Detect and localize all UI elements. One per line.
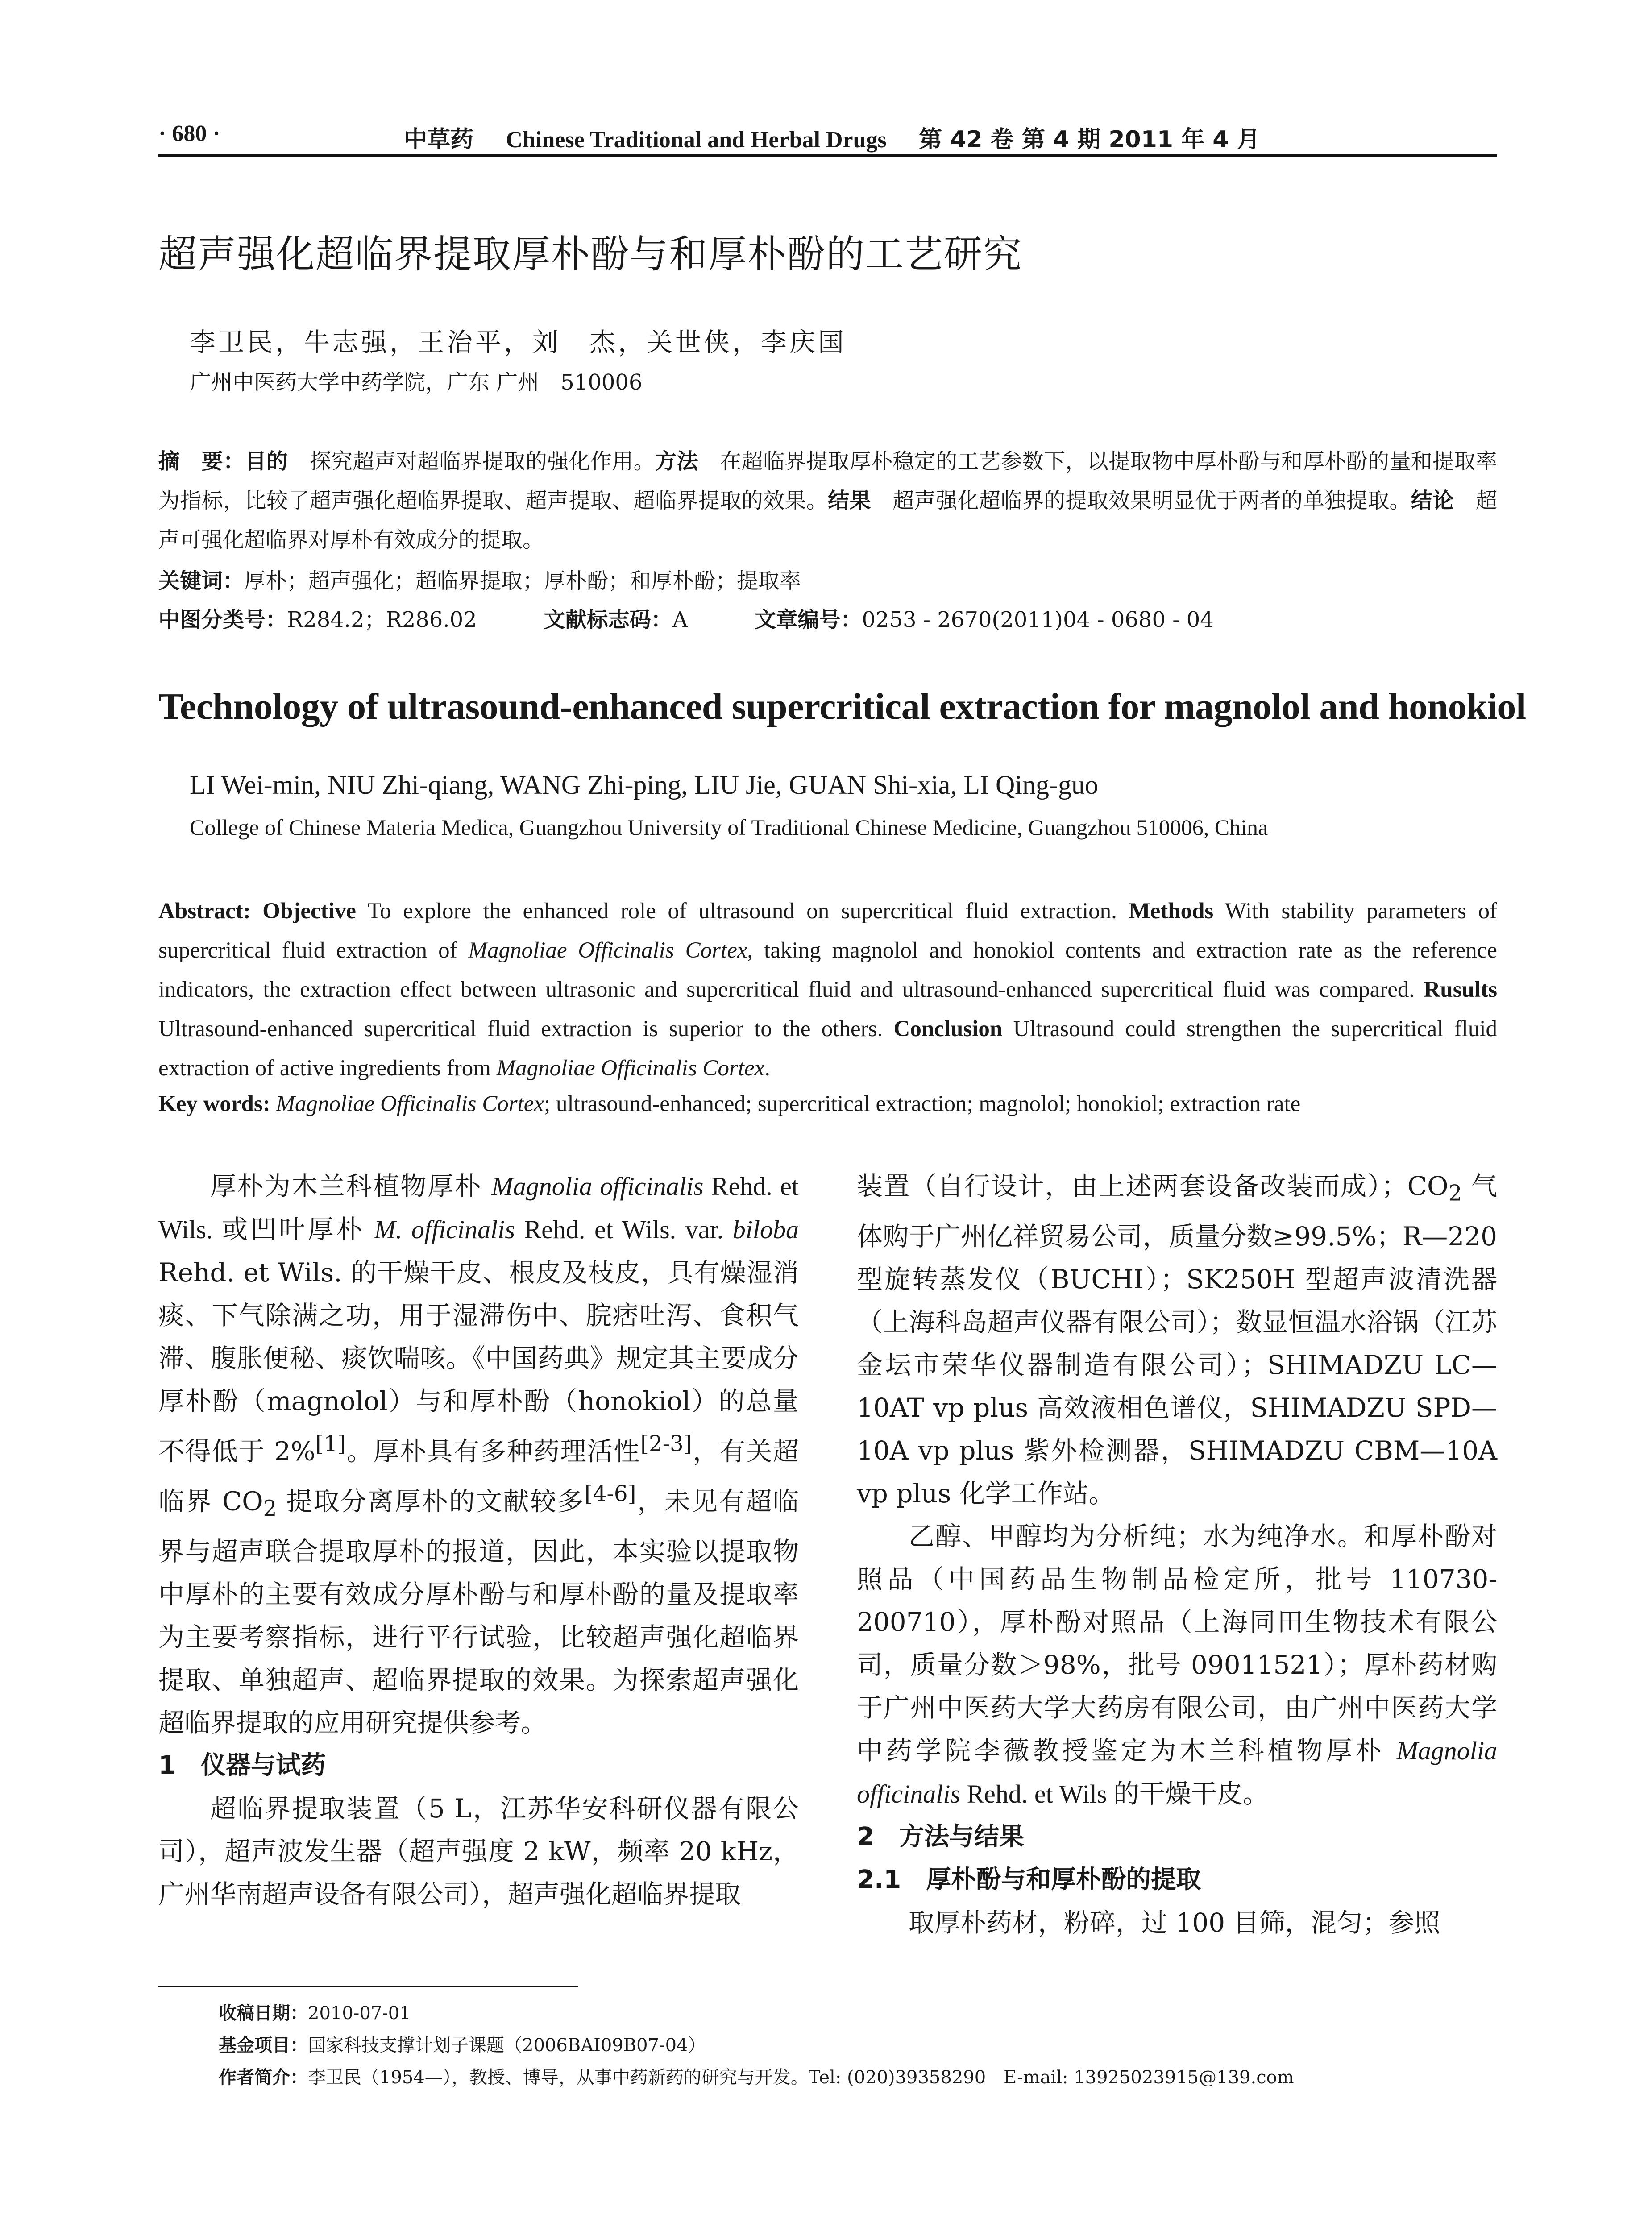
title-en: Technology of ultrasound-enhanced supercritical extraction for magnolol and honokiol	[158, 686, 1526, 727]
section-heading-1: 1 仪器与试药	[158, 1751, 326, 1780]
journal-issue: 第 42 卷 第 4 期 2011 年 4 月	[919, 126, 1260, 153]
keywords-label: 关键词：	[158, 568, 245, 593]
body-column-left	[158, 1165, 799, 1916]
footnote-rule	[158, 1986, 578, 1987]
fund-label: 基金项目：	[219, 2035, 308, 2056]
classification-line	[158, 600, 1497, 639]
species-italic: Magnoliae Officinalis Cortex	[496, 1056, 765, 1081]
text-run: 。厚朴具有多种药理活性	[346, 1436, 641, 1467]
abstract-en-label: Abstract: Objective	[158, 899, 356, 924]
received-label: 收稿日期：	[219, 2003, 308, 2024]
results-label: 结果	[828, 488, 871, 513]
abstract-label: 摘 要：	[158, 449, 245, 474]
keywords-text: 厚朴；超声强化；超临界提取；厚朴酚；和厚朴酚；提取率	[244, 568, 801, 593]
species-italic: Magnolia officinalis	[491, 1172, 704, 1201]
methods-en-text: With stability parameters of supercritical fluid extraction of	[158, 899, 1497, 963]
title-cn: 超声强化超临界提取厚朴酚与和厚朴酚的工艺研究	[158, 232, 1022, 277]
section-heading-2-1: 2.1 厚朴酚与和厚朴酚的提取	[857, 1865, 1201, 1894]
authors-en: LI Wei-min, NIU Zhi-qiang, WANG Zhi-ping, LIU Jie, GUAN Shi-xia, LI Qing-guo	[190, 770, 1098, 800]
results-en-text: Ultrasound-enhanced supercritical fluid extraction is superior to the others.	[158, 1016, 894, 1041]
footnote-author	[219, 2063, 1294, 2089]
reagent-paragraph	[857, 1515, 1497, 1816]
keywords-en-label: Key words:	[158, 1091, 270, 1116]
authors-cn: 李卫民，牛志强，王治平，刘 杰，关世侠，李庆国	[190, 327, 847, 357]
keyword-italic: Magnoliae Officinalis Cortex	[276, 1091, 544, 1116]
species-italic: M. officinalis	[374, 1215, 515, 1244]
journal-name-cn: 中草药	[404, 126, 474, 153]
abstract-en	[158, 892, 1497, 1088]
methods-en-label: Methods	[1129, 899, 1214, 924]
body-column-right	[857, 1165, 1497, 1944]
text-run: Rehd. et Wils. var.	[515, 1215, 733, 1244]
page-number: · 680 ·	[158, 121, 220, 146]
clc-label: 中图分类号：	[158, 607, 287, 632]
species-italic: Magnoliae Officinalis Cortex	[468, 938, 747, 963]
abstract-cn	[158, 442, 1497, 560]
keywords-en	[158, 1084, 1497, 1124]
text-run: Rehd. et Wils 的干燥干皮。	[960, 1779, 1269, 1808]
text-run: Rehd. et Wils. 的干燥干皮、根皮及枝皮，具有燥湿消痰、下气除满之功，用于湿滞伤中、脘痞吐泻、食积气滞、腹胀便秘、痰饮喘咳。《中国药典》规定其主要成分厚朴酚（magnolol）与和厚朴酚（honokiol）的总量不得低于 2%	[158, 1257, 799, 1467]
conclusion-en-end: .	[764, 1056, 770, 1081]
text-run: 厚朴为木兰科植物厚朴	[210, 1171, 492, 1201]
footnote-fund	[219, 2031, 706, 2057]
keywords-en-text: ; ultrasound-enhanced; supercritical extraction; magnolol; honokiol; extraction rate	[544, 1091, 1301, 1116]
article-id-value: 0253 - 2670(2011)04 - 0680 - 04	[862, 607, 1214, 632]
text-run: ，有关超临界 CO	[158, 1436, 799, 1517]
methods-en-text-2: , taking magnolol and honokiol contents and extraction rate as the reference indicators, the extraction effect between ultrasonic and supercritical fluid and ultrasound-enhanced supercritical fluid was compared.	[158, 938, 1497, 1002]
citation-ref: [1]	[315, 1431, 346, 1456]
citation-ref: [2-3]	[640, 1431, 692, 1456]
header-rule	[158, 154, 1497, 157]
objective-label: 目的	[245, 449, 288, 474]
text-run: ，未见有超临界与超声联合提取厚朴的报道，因此，本实验以提取物中厚朴的主要有效成分厚朴酚与和厚朴酚的量及提取率为主要考察指标，进行平行试验，比较超声强化超临界提取、单独超声、超临界提取的效果。为探索超声强化超临界提取的应用研究提供参考。	[158, 1486, 799, 1738]
subscript: 2	[263, 1496, 277, 1522]
fund-text: 国家科技支撑计划子课题（2006BAI09B07-04）	[308, 2035, 706, 2056]
text-run: 提取分离厚朴的文献较多	[277, 1486, 585, 1517]
results-en-label: Rusults	[1424, 977, 1497, 1002]
author-bio-text: 李卫民（1954—），教授、博导，从事中药新药的研究与开发。Tel: (020)39358290 E-mail: 13925023915@139.com	[308, 2067, 1294, 2088]
objective-en-text: To explore the enhanced role of ultrasound on supercritical fluid extraction.	[356, 899, 1129, 924]
objective-text: 探究超声对超临界提取的强化作用。	[288, 449, 656, 474]
text-run: 气体购于广州亿祥贸易公司，质量分数≥99.5%；R—220 型旋转蒸发仪（BUCHI）；SK250H 型超声波清洗器（上海科岛超声仪器有限公司）；数显恒温水浴锅（江苏金坛市荣华仪器制造有限公司）；SHIMADZU LC—10AT vp plus 高效液相色谱仪，SHIMADZU SPD—10A vp plus 紫外检测器，SHIMADZU CBM—10A vp plus 化学工作站。	[857, 1171, 1497, 1509]
methods-label: 方法	[655, 449, 698, 474]
extraction-paragraph: 取厚朴药材，粉碎，过 100 目筛，混匀；参照	[909, 1907, 1440, 1938]
journal-name-en: Chinese Traditional and Herbal Drugs	[506, 127, 887, 153]
conclusion-en-text: Ultrasound could strengthen the supercritical fluid extraction of active ingredients from	[158, 1016, 1497, 1081]
citation-ref: [4-6]	[584, 1481, 636, 1507]
text-run: 装置（自行设计，由上述两套设备改装而成）；CO	[857, 1171, 1449, 1201]
doc-code-value: A	[672, 607, 688, 632]
text-run: 乙醇、甲醇均为分析纯；水为纯净水。和厚朴酚对照品（中国药品生物制品检定所，批号 110730-200710），厚朴酚对照品（上海同田生物技术有限公司，质量分数＞98%，批号 09011521）；厚朴药材购于广州中医药大学大药房有限公司，由广州中医药大学中药学院李薇教授鉴定为木兰科植物厚朴	[857, 1521, 1497, 1766]
author-bio-label: 作者简介：	[219, 2067, 308, 2088]
section-heading-2: 2 方法与结果	[857, 1822, 1024, 1851]
journal-header	[404, 120, 1260, 154]
received-date: 2010-07-01	[308, 2003, 411, 2024]
conclusion-en-label: Conclusion	[893, 1016, 1003, 1041]
intro-paragraph	[158, 1165, 799, 1744]
conclusion-text: 超声可强化超临界对厚朴有效成分的提取。	[158, 488, 1497, 552]
text-run: Rehd. et Wils. 或凹叶厚朴	[158, 1172, 799, 1244]
article-id-label: 文章编号：	[755, 607, 862, 632]
species-italic: biloba	[732, 1215, 799, 1244]
affiliation-en: College of Chinese Materia Medica, Guangzhou University of Traditional Chinese Medicine, Guangzhou 510006, China	[190, 815, 1268, 840]
species-italic: Magnolia officinalis	[857, 1736, 1497, 1808]
clc-value: R284.2；R286.02	[287, 607, 477, 632]
conclusion-label: 结论	[1411, 488, 1454, 513]
equipment-continued	[857, 1165, 1497, 1515]
keywords-cn	[158, 561, 1497, 601]
results-text: 超声强化超临界的提取效果明显优于两者的单独提取。	[871, 488, 1411, 513]
footnote-received	[219, 1999, 411, 2024]
doc-code-label: 文献标志码：	[544, 607, 672, 632]
methods-text: 在超临界提取厚朴稳定的工艺参数下，以提取物中厚朴酚与和厚朴酚的量和提取率为指标，比较了超声强化超临界提取、超声提取、超临界提取的效果。	[158, 449, 1497, 513]
equipment-paragraph: 超临界提取装置（5 L，江苏华安科研仪器有限公司），超声波发生器（超声强度 2 kW，频率 20 kHz，广州华南超声设备有限公司），超声强化超临界提取	[158, 1793, 799, 1910]
subscript: 2	[1448, 1181, 1462, 1206]
affiliation-cn: 广州中医药大学中药学院，广东 广州 510006	[190, 370, 643, 395]
